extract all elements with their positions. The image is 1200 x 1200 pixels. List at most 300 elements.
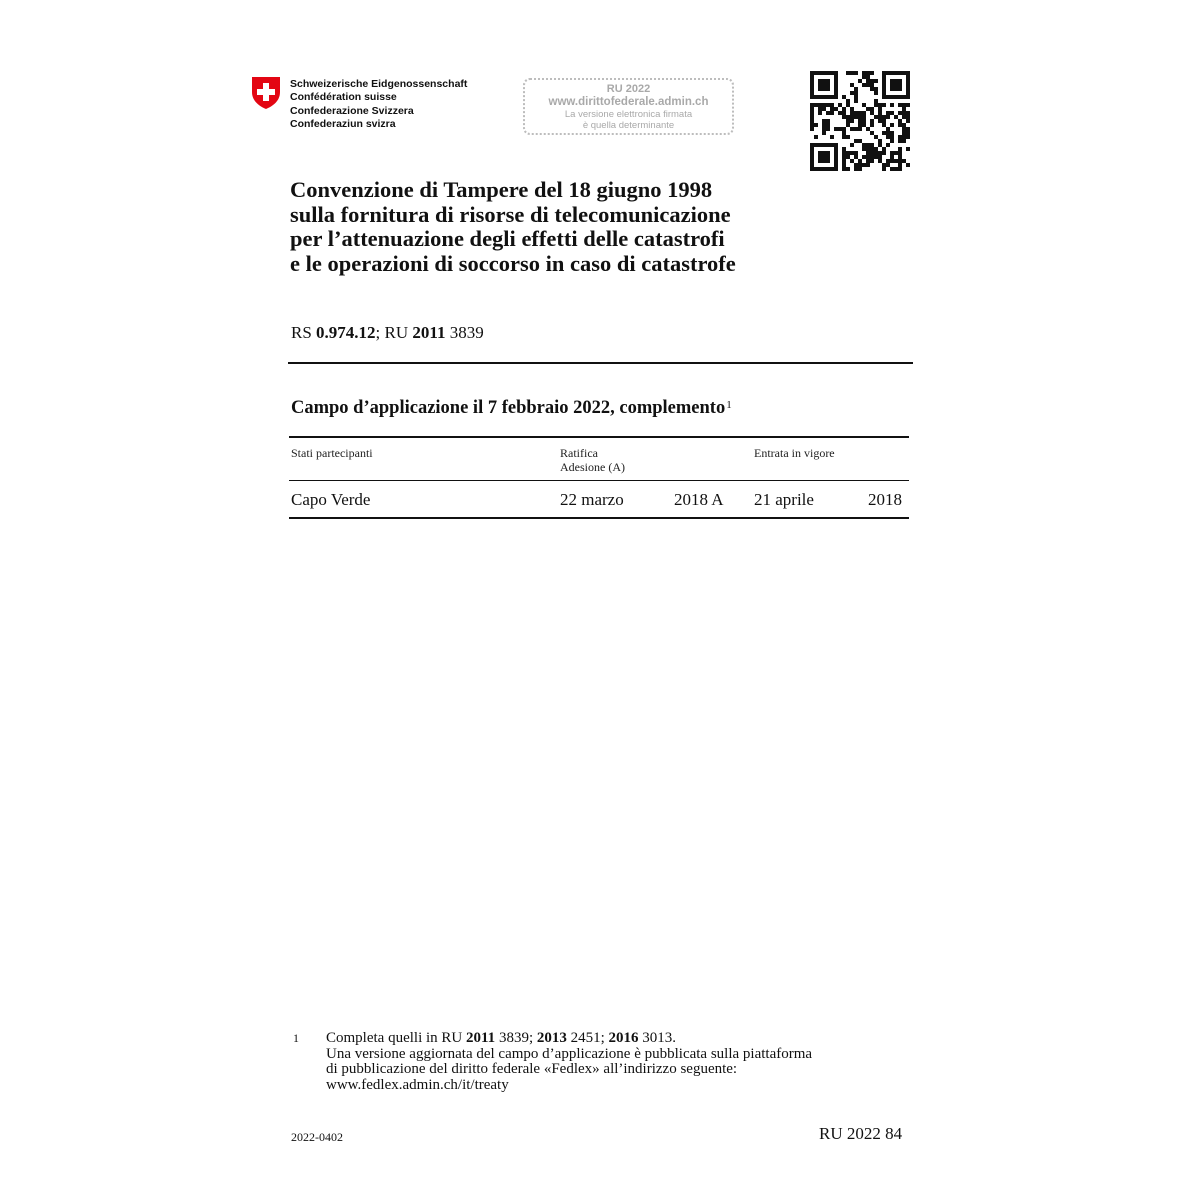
qr-module	[886, 163, 890, 167]
qr-module	[838, 127, 842, 131]
qr-module	[890, 111, 894, 115]
qr-module	[850, 71, 854, 75]
qr-module	[854, 115, 858, 119]
qr-module	[898, 123, 902, 127]
qr-module	[838, 111, 842, 115]
entry-into-force-year-cell: 2018	[868, 490, 902, 509]
qr-module	[898, 167, 902, 171]
qr-module	[850, 83, 854, 87]
qr-module	[822, 159, 826, 163]
qr-module	[846, 151, 850, 155]
qr-module	[882, 87, 886, 91]
qr-module	[882, 147, 886, 151]
qr-module	[874, 155, 878, 159]
federation-names	[290, 78, 510, 131]
qr-module	[818, 167, 822, 171]
qr-module	[870, 123, 874, 127]
qr-module	[818, 103, 822, 107]
qr-module	[826, 143, 830, 147]
qr-module	[810, 107, 814, 111]
qr-module	[854, 127, 858, 131]
qr-module	[822, 123, 826, 127]
qr-module	[854, 155, 858, 159]
stamp-ru-label: RU 2022	[606, 83, 651, 95]
qr-module	[810, 75, 814, 79]
qr-module	[894, 83, 898, 87]
qr-module	[834, 107, 838, 111]
qr-module	[826, 127, 830, 131]
qr-module	[890, 131, 894, 135]
qr-module	[866, 83, 870, 87]
qr-module	[862, 71, 866, 75]
qr-module	[850, 91, 854, 95]
stamp-url: www.dirittofederale.admin.ch	[548, 96, 709, 108]
qr-module	[890, 103, 894, 107]
qr-module	[894, 87, 898, 91]
qr-module	[906, 163, 910, 167]
qr-module	[898, 111, 902, 115]
qr-module	[874, 87, 878, 91]
qr-module	[846, 167, 850, 171]
qr-module	[870, 71, 874, 75]
qr-module	[902, 123, 906, 127]
qr-module	[850, 143, 854, 147]
qr-module	[826, 71, 830, 75]
qr-module	[834, 163, 838, 167]
qr-module	[830, 111, 834, 115]
qr-module	[866, 75, 870, 79]
qr-module	[846, 99, 850, 103]
qr-module	[814, 135, 818, 139]
qr-module	[834, 95, 838, 99]
qr-module	[846, 155, 850, 159]
qr-module	[898, 119, 902, 123]
footnote-year: 2011	[466, 1030, 496, 1046]
qr-module	[878, 151, 882, 155]
qr-code-icon	[810, 71, 910, 171]
qr-module	[822, 155, 826, 159]
state-cell: Capo Verde	[291, 490, 371, 509]
footnote-year: 2013	[536, 1030, 567, 1046]
qr-module	[890, 123, 894, 127]
qr-module	[818, 71, 822, 75]
title-line: e le operazioni di soccorso in caso di catastrofe	[290, 250, 736, 276]
qr-module	[822, 131, 826, 135]
scope-subtitle	[291, 398, 732, 419]
qr-module	[814, 71, 818, 75]
footnote-fragment: 2451;	[566, 1030, 609, 1046]
qr-module	[854, 111, 858, 115]
qr-module	[874, 91, 878, 95]
qr-module	[830, 143, 834, 147]
qr-module	[906, 111, 910, 115]
qr-module	[846, 103, 850, 107]
footnote-url[interactable]: www.fedlex.admin.ch/it/treaty	[326, 1076, 509, 1093]
qr-module	[898, 147, 902, 151]
qr-module	[862, 75, 866, 79]
qr-module	[894, 95, 898, 99]
qr-module	[810, 127, 814, 131]
qr-module	[858, 127, 862, 131]
qr-module	[830, 95, 834, 99]
qr-module	[822, 119, 826, 123]
section-divider	[288, 362, 913, 364]
qr-module	[822, 79, 826, 83]
qr-module	[902, 139, 906, 143]
qr-module	[810, 147, 814, 151]
qr-module	[882, 119, 886, 123]
qr-module	[850, 127, 854, 131]
qr-module	[810, 143, 814, 147]
qr-module	[866, 71, 870, 75]
qr-module	[822, 83, 826, 87]
qr-module	[906, 83, 910, 87]
qr-module	[902, 111, 906, 115]
qr-module	[882, 75, 886, 79]
qr-module	[834, 143, 838, 147]
qr-module	[874, 151, 878, 155]
qr-module	[842, 167, 846, 171]
qr-module	[818, 159, 822, 163]
qr-module	[870, 159, 874, 163]
qr-module	[818, 87, 822, 91]
qr-module	[822, 127, 826, 131]
qr-module	[842, 159, 846, 163]
qr-module	[866, 127, 870, 131]
qr-module	[870, 87, 874, 91]
federation-name-rm: Confederaziun svizra	[290, 117, 396, 130]
qr-module	[898, 159, 902, 163]
qr-module	[890, 83, 894, 87]
qr-module	[906, 119, 910, 123]
qr-module	[886, 95, 890, 99]
qr-module	[858, 111, 862, 115]
qr-module	[898, 79, 902, 83]
qr-module	[862, 111, 866, 115]
qr-module	[822, 87, 826, 91]
ru-year: 2011	[412, 323, 446, 342]
qr-module	[870, 147, 874, 151]
footnote-reference[interactable]: 1	[726, 399, 732, 411]
qr-module	[886, 159, 890, 163]
qr-module	[882, 131, 886, 135]
qr-module	[894, 115, 898, 119]
qr-module	[854, 151, 858, 155]
qr-module	[894, 71, 898, 75]
qr-module	[902, 107, 906, 111]
footnote-line: di pubblicazione del diritto federale «Fedlex» all’indirizzo seguente:	[326, 1061, 738, 1077]
title-line: Convenzione di Tampere del 18 giugno 1998	[290, 177, 713, 202]
qr-module	[874, 135, 878, 139]
qr-module	[818, 111, 822, 115]
qr-module	[902, 135, 906, 139]
qr-module	[858, 79, 862, 83]
qr-module	[822, 143, 826, 147]
qr-module	[850, 115, 854, 119]
qr-module	[814, 143, 818, 147]
qr-module	[842, 135, 846, 139]
qr-module	[890, 155, 894, 159]
qr-module	[826, 87, 830, 91]
ratification-date-cell: 22 marzo	[560, 490, 624, 509]
qr-module	[902, 127, 906, 131]
qr-module	[870, 79, 874, 83]
federation-name-de: Schweizerische Eidgenossenschaft	[290, 78, 468, 90]
qr-module	[810, 91, 814, 95]
qr-module	[906, 87, 910, 91]
qr-module	[878, 103, 882, 107]
qr-module	[898, 151, 902, 155]
qr-module	[862, 103, 866, 107]
qr-module	[834, 75, 838, 79]
footnote-fragment: 3013.	[638, 1030, 677, 1046]
qr-module	[810, 111, 814, 115]
qr-module	[822, 103, 826, 107]
qr-module	[826, 167, 830, 171]
qr-module	[898, 103, 902, 107]
qr-module	[878, 139, 882, 143]
qr-module	[822, 71, 826, 75]
qr-module	[890, 159, 894, 163]
qr-module	[878, 115, 882, 119]
qr-module	[902, 131, 906, 135]
qr-module	[862, 155, 866, 159]
qr-module	[858, 163, 862, 167]
qr-module	[882, 123, 886, 127]
qr-module	[902, 159, 906, 163]
qr-module	[842, 115, 846, 119]
footnote-number: 1	[293, 1031, 299, 1045]
qr-module	[854, 71, 858, 75]
qr-module	[850, 159, 854, 163]
rs-number: 0.974.12	[316, 323, 376, 342]
qr-module	[854, 95, 858, 99]
qr-module	[834, 91, 838, 95]
qr-module	[826, 151, 830, 155]
qr-module	[810, 151, 814, 155]
qr-module	[878, 111, 882, 115]
footnote-text	[326, 1031, 886, 1093]
qr-module	[894, 79, 898, 83]
qr-module	[858, 119, 862, 123]
qr-module	[842, 131, 846, 135]
qr-module	[878, 155, 882, 159]
qr-module	[834, 83, 838, 87]
qr-module	[830, 103, 834, 107]
qr-module	[870, 83, 874, 87]
qr-module	[882, 151, 886, 155]
qr-module	[882, 115, 886, 119]
qr-module	[850, 111, 854, 115]
qr-module	[834, 147, 838, 151]
qr-module	[854, 91, 858, 95]
qr-module	[890, 151, 894, 155]
table-top-rule	[289, 436, 909, 438]
qr-module	[810, 79, 814, 83]
qr-module	[854, 163, 858, 167]
qr-module	[826, 95, 830, 99]
qr-module	[830, 107, 834, 111]
qr-module	[862, 83, 866, 87]
qr-module	[878, 143, 882, 147]
qr-module	[834, 155, 838, 159]
footnote-fragment: Completa quelli in RU	[326, 1030, 466, 1046]
qr-module	[890, 139, 894, 143]
ratification-label: Ratifica	[560, 446, 598, 460]
qr-module	[890, 87, 894, 91]
qr-module	[882, 79, 886, 83]
qr-module	[906, 75, 910, 79]
qr-module	[882, 163, 886, 167]
qr-module	[834, 159, 838, 163]
document-number: 2022-0402	[291, 1130, 343, 1144]
qr-module	[878, 159, 882, 163]
qr-module	[822, 167, 826, 171]
qr-module	[830, 71, 834, 75]
qr-module	[842, 95, 846, 99]
qr-module	[902, 95, 906, 99]
qr-module	[882, 103, 886, 107]
qr-module	[882, 91, 886, 95]
qr-module	[830, 167, 834, 171]
qr-module	[882, 83, 886, 87]
qr-module	[810, 167, 814, 171]
qr-module	[814, 123, 818, 127]
qr-module	[810, 123, 814, 127]
qr-module	[810, 95, 814, 99]
qr-module	[870, 107, 874, 111]
qr-module	[810, 163, 814, 167]
qr-module	[850, 107, 854, 111]
qr-module	[838, 103, 842, 107]
qr-module	[810, 115, 814, 119]
qr-module	[862, 123, 866, 127]
qr-module	[906, 115, 910, 119]
qr-module	[846, 135, 850, 139]
federation-name-it: Confederazione Svizzera	[290, 104, 414, 117]
qr-module	[898, 135, 902, 139]
qr-module	[822, 107, 826, 111]
qr-module	[846, 71, 850, 75]
qr-module	[902, 115, 906, 119]
qr-module	[886, 111, 890, 115]
qr-module	[870, 119, 874, 123]
rs-prefix: RS	[291, 323, 317, 342]
qr-module	[886, 71, 890, 75]
qr-module	[870, 111, 874, 115]
qr-module	[870, 131, 874, 135]
column-header-ratification	[560, 446, 625, 474]
qr-module	[870, 155, 874, 159]
qr-module	[866, 155, 870, 159]
ratification-year-cell: 2018 A	[674, 490, 724, 509]
qr-module	[842, 111, 846, 115]
qr-module	[842, 155, 846, 159]
qr-module	[814, 95, 818, 99]
qr-module	[858, 123, 862, 127]
column-header-states: Stati partecipanti	[291, 446, 373, 460]
qr-module	[854, 167, 858, 171]
qr-module	[898, 71, 902, 75]
qr-module	[810, 119, 814, 123]
qr-module	[886, 143, 890, 147]
qr-module	[810, 159, 814, 163]
qr-module	[826, 159, 830, 163]
qr-module	[822, 151, 826, 155]
swiss-cross-icon	[251, 76, 281, 110]
qr-module	[818, 107, 822, 111]
qr-module	[826, 123, 830, 127]
qr-module	[834, 127, 838, 131]
qr-module	[850, 151, 854, 155]
qr-module	[814, 103, 818, 107]
qr-module	[890, 135, 894, 139]
qr-module	[834, 71, 838, 75]
qr-module	[826, 103, 830, 107]
qr-module	[890, 167, 894, 171]
qr-module	[878, 107, 882, 111]
qr-module	[898, 87, 902, 91]
qr-module	[854, 87, 858, 91]
qr-module	[858, 159, 862, 163]
qr-module	[886, 131, 890, 135]
qr-module	[818, 79, 822, 83]
qr-module	[886, 127, 890, 131]
qr-module	[898, 83, 902, 87]
qr-module	[898, 95, 902, 99]
qr-module	[894, 159, 898, 163]
qr-module	[846, 119, 850, 123]
title-line: per l’attenuazione degli effetti delle catastrofi	[290, 226, 725, 251]
qr-module	[834, 79, 838, 83]
qr-module	[862, 163, 866, 167]
footnote-line: Una versione aggiornata del campo d’applicazione è pubblicata sulla piattaforma	[326, 1045, 813, 1062]
footnote-fragment: 3839;	[495, 1030, 537, 1046]
table-bottom-rule	[289, 517, 909, 519]
qr-module	[866, 147, 870, 151]
qr-module	[826, 83, 830, 87]
qr-module	[882, 167, 886, 171]
qr-module	[898, 163, 902, 167]
accession-label: Adesione (A)	[560, 460, 625, 474]
column-header-entry-into-force: Entrata in vigore	[754, 446, 835, 460]
qr-module	[906, 71, 910, 75]
qr-module	[882, 95, 886, 99]
qr-module	[894, 167, 898, 171]
qr-module	[826, 111, 830, 115]
reference-line	[291, 323, 484, 343]
qr-module	[818, 143, 822, 147]
qr-module	[906, 131, 910, 135]
qr-module	[862, 119, 866, 123]
qr-module	[818, 155, 822, 159]
qr-module	[858, 115, 862, 119]
qr-module	[862, 147, 866, 151]
qr-module	[866, 107, 870, 111]
qr-module	[870, 143, 874, 147]
qr-module	[834, 167, 838, 171]
qr-module	[890, 95, 894, 99]
qr-module	[862, 115, 866, 119]
qr-module	[846, 115, 850, 119]
qr-module	[810, 103, 814, 107]
qr-module	[874, 147, 878, 151]
qr-module	[842, 107, 846, 111]
ru-prefix: ; RU	[375, 323, 413, 342]
qr-module	[854, 99, 858, 103]
qr-module	[894, 151, 898, 155]
qr-module	[898, 139, 902, 143]
